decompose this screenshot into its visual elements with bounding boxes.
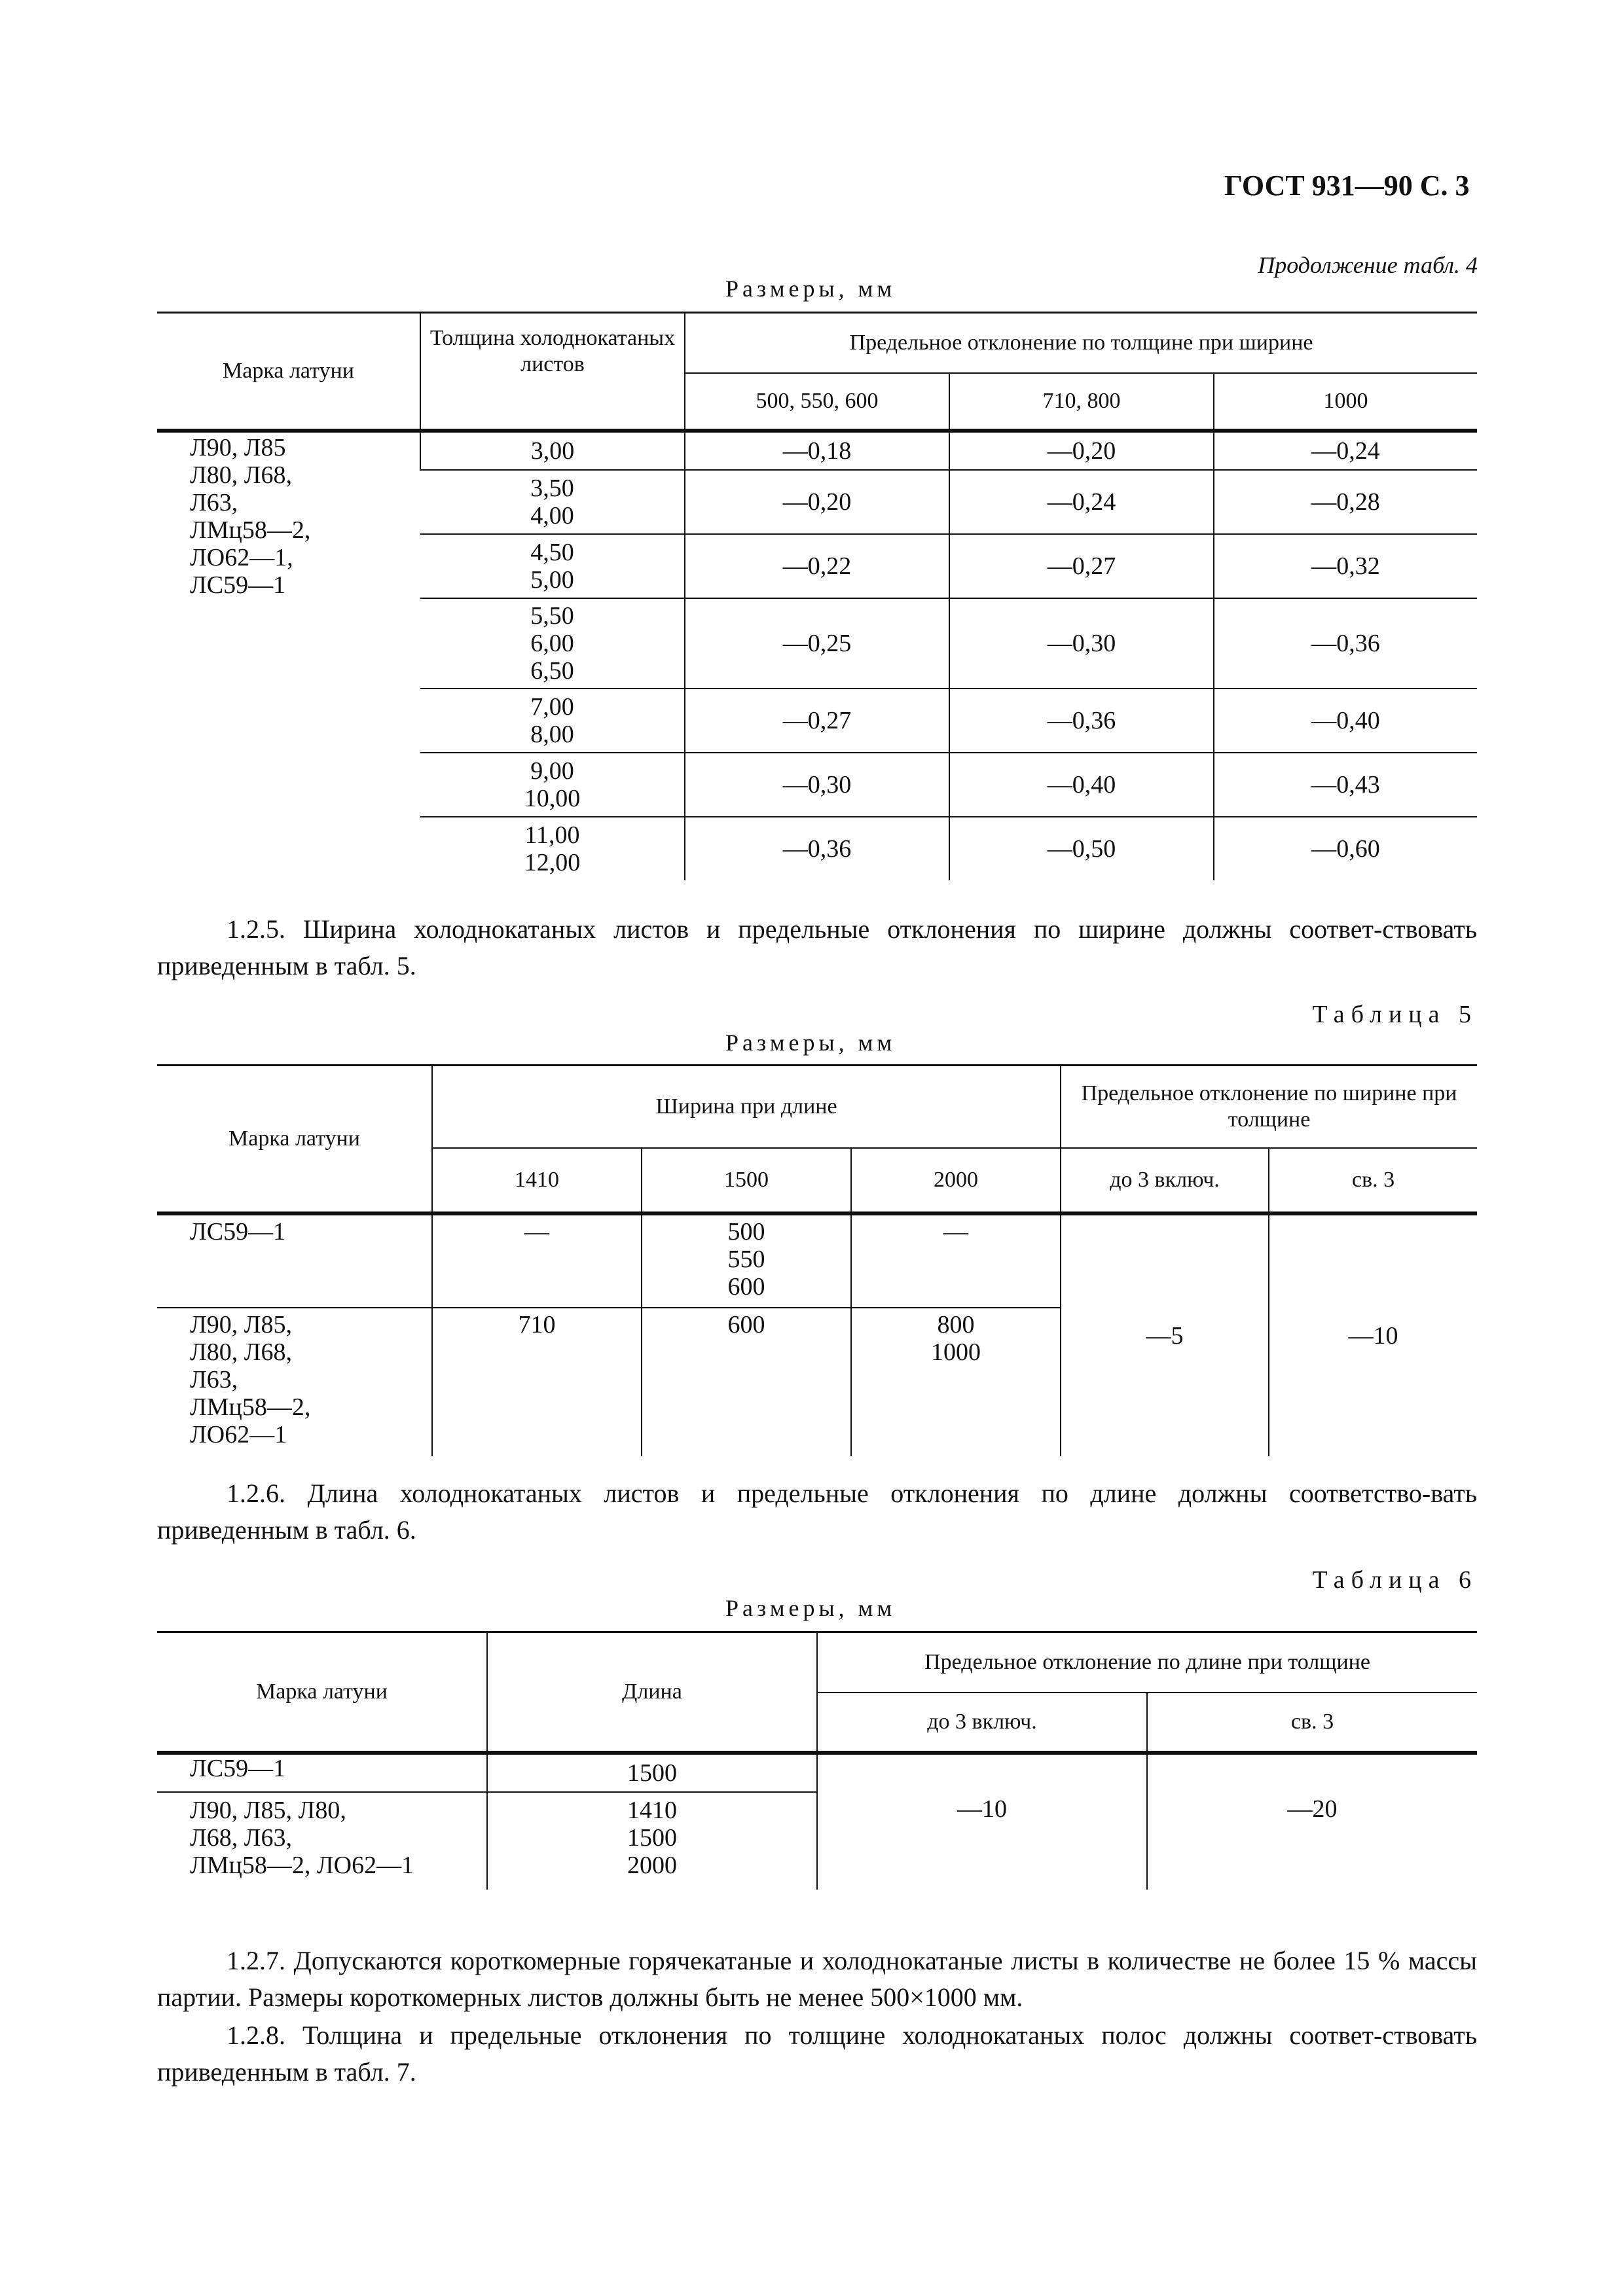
header-dev-over-3: св. 3 [1147, 1693, 1477, 1753]
table-cell [487, 1753, 817, 1792]
thickness-line: 5,00 [530, 566, 574, 594]
table-cell [851, 1213, 1061, 1308]
thickness-line: 6,50 [530, 657, 574, 685]
header-deviation-group: Предельное отклонение по длине при толщине [817, 1632, 1477, 1693]
paragraph-1-2-5: 1.2.5. Ширина холоднокатаных листов и предельные отклонения по ширине должны соответ-ствовать приведенным в табл. 5. [157, 914, 1477, 980]
thickness-line: 11,00 [524, 821, 580, 849]
units-caption: Размеры, мм [725, 276, 896, 302]
thickness-line: 10,00 [524, 785, 581, 812]
deviation-cell: —0,40 [949, 753, 1214, 817]
thickness-cell [420, 534, 685, 598]
thickness-line: 7,00 [530, 693, 574, 721]
thickness-cell [420, 598, 685, 689]
deviation-cell: —0,36 [1214, 598, 1477, 689]
paragraph-1-2-7: 1.2.7. Допускаются короткомерные горячекатаные и холоднокатаные листы в количестве не более 15 % массы партии. Размеры короткомерных листов должны быть не менее 500×1000 мм. [157, 1946, 1477, 2012]
table-6 [157, 1631, 1477, 1890]
table-cell [851, 1308, 1061, 1456]
header-thickness: Толщина холоднокатаных листов [420, 313, 685, 431]
table-6-label: Таблица 6 [1312, 1566, 1478, 1594]
grade-line: ЛО62—1, [190, 544, 293, 571]
header-width-710: 710, 800 [949, 373, 1214, 431]
cell-line: 2000 [627, 1852, 677, 1879]
grade-line: ЛО62—1 [190, 1421, 287, 1448]
dev-value-over-3: —20 [1147, 1753, 1477, 1890]
deviation-cell: —0,32 [1214, 534, 1477, 598]
grade-line: ЛС59—1 [190, 1218, 286, 1246]
grade-line: Л90, Л85, [190, 1311, 293, 1338]
thickness-cell [420, 470, 685, 534]
cell-line: 1500 [627, 1759, 677, 1787]
grade-line: ЛМц58—2, [190, 516, 311, 544]
deviation-cell: —0,50 [949, 817, 1214, 880]
header-grade: Марка латуни [157, 313, 420, 431]
cell-line: 500 [727, 1218, 765, 1246]
grade-line: ЛС59—1 [190, 1755, 286, 1782]
cell-line: — [524, 1218, 549, 1246]
cell-line: 550 [727, 1246, 765, 1273]
table-row-grade [157, 1308, 432, 1456]
deviation-cell: —0,27 [685, 689, 949, 753]
table-cell [432, 1213, 642, 1308]
thickness-line: 4,50 [530, 539, 574, 566]
thickness-cell [420, 817, 685, 880]
deviation-cell: —0,28 [1214, 470, 1477, 534]
table-row [157, 431, 1477, 470]
header-grade: Марка латуни [157, 1632, 487, 1753]
dev-value-upto-3: —5 [1061, 1213, 1269, 1456]
header-dev-over-3: св. 3 [1269, 1148, 1477, 1213]
header-deviation-group: Предельное отклонение по толщине при ширине [685, 313, 1477, 374]
table-cell [432, 1308, 642, 1456]
thickness-cell [420, 689, 685, 753]
header-width-group: Ширина при длине [432, 1066, 1061, 1149]
thickness-line: 12,00 [524, 849, 581, 876]
deviation-cell: —0,30 [685, 753, 949, 817]
grade-line: ЛМц58—2, ЛО62—1 [190, 1852, 414, 1879]
thickness-line: 9,00 [530, 757, 574, 785]
table-row-grade [157, 1792, 487, 1890]
dev-value-over-3: —10 [1269, 1213, 1477, 1456]
units-caption: Размеры, мм [725, 1030, 896, 1056]
table-cell [642, 1213, 851, 1308]
paragraph-1-2-6: 1.2.6. Длина холоднокатаных листов и предельные отклонения по длине должны соответство-вать приведенным в табл. 6. [157, 1479, 1477, 1545]
header-length: Длина [487, 1632, 817, 1753]
deviation-cell: —0,43 [1214, 753, 1477, 817]
thickness-line: 5,50 [530, 602, 574, 630]
thickness-line: 8,00 [530, 721, 574, 748]
grade-line: Л80, Л68, [190, 461, 293, 489]
table-row-grade [157, 1753, 487, 1792]
thickness-cell [420, 753, 685, 817]
header-deviation-group: Предельное отклонение по ширине при толщине [1061, 1066, 1477, 1149]
thickness-line: 3,50 [530, 475, 574, 502]
header-grade: Марка латуни [157, 1066, 432, 1214]
grade-line: Л90, Л85, Л80, [190, 1797, 346, 1824]
cell-line: — [943, 1218, 969, 1246]
header-width-500: 500, 550, 600 [685, 373, 949, 431]
table-4-continuation [157, 312, 1477, 880]
header-dev-upto-3: до 3 включ. [1061, 1148, 1269, 1213]
deviation-cell: —0,20 [949, 431, 1214, 470]
header-width-1000: 1000 [1214, 373, 1477, 431]
cell-line: 600 [727, 1273, 765, 1300]
header-length-1410: 1410 [432, 1148, 642, 1213]
deviation-cell: —0,36 [685, 817, 949, 880]
deviation-cell: —0,22 [685, 534, 949, 598]
page-header: ГОСТ 931—90 С. 3 [1224, 170, 1470, 202]
grade-line: Л63, [190, 1366, 238, 1393]
deviation-cell: —0,60 [1214, 817, 1477, 880]
deviation-cell: —0,18 [685, 431, 949, 470]
grade-line: ЛМц58—2, [190, 1393, 311, 1421]
table-cell [642, 1308, 851, 1456]
table-5 [157, 1064, 1477, 1456]
deviation-cell: —0,25 [685, 598, 949, 689]
thickness-line: 6,00 [530, 630, 574, 657]
header-dev-upto-3: до 3 включ. [817, 1693, 1147, 1753]
deviation-cell: —0,24 [1214, 431, 1477, 470]
grade-cell [157, 431, 420, 880]
deviation-cell: —0,36 [949, 689, 1214, 753]
table-row-grade [157, 1213, 432, 1308]
cell-line: 710 [518, 1311, 556, 1338]
grade-line: Л80, Л68, [190, 1338, 293, 1366]
deviation-cell: —0,30 [949, 598, 1214, 689]
thickness-cell [420, 431, 685, 470]
deviation-cell: —0,27 [949, 534, 1214, 598]
grade-line: ЛС59—1 [190, 571, 286, 599]
cell-line: 1000 [931, 1338, 981, 1366]
header-length-2000: 2000 [851, 1148, 1061, 1213]
deviation-cell: —0,20 [685, 470, 949, 534]
cell-line: 600 [727, 1311, 765, 1338]
deviation-cell: —0,40 [1214, 689, 1477, 753]
table-continuation-label: Продолжение табл. 4 [1258, 252, 1478, 278]
deviation-cell: —0,24 [949, 470, 1214, 534]
thickness-line: 3,00 [530, 437, 575, 465]
thickness-line: 4,00 [530, 502, 574, 529]
table-5-label: Таблица 5 [1312, 1001, 1478, 1028]
grade-line: Л63, [190, 489, 238, 516]
cell-line: 1410 [627, 1797, 677, 1824]
cell-line: 800 [937, 1311, 975, 1338]
grade-line: Л68, Л63, [190, 1824, 293, 1852]
paragraph-1-2-8: 1.2.8. Толщина и предельные отклонения по толщине холоднокатаных полос должны соответ-ствовать приведенным в табл. 7. [157, 2020, 1477, 2087]
cell-line: 1500 [627, 1824, 677, 1852]
units-caption: Размеры, мм [725, 1595, 896, 1621]
dev-value-upto-3: —10 [817, 1753, 1147, 1890]
header-length-1500: 1500 [642, 1148, 851, 1213]
table-cell [487, 1792, 817, 1890]
grade-line: Л90, Л85 [190, 434, 286, 461]
